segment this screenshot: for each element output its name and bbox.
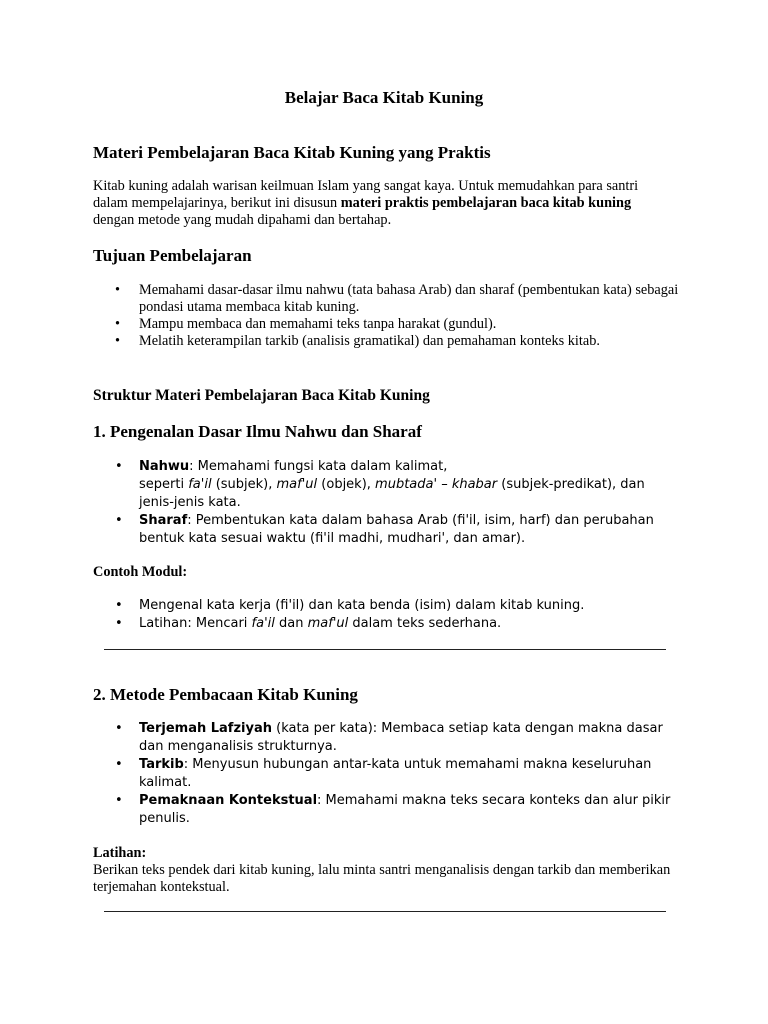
list-item — [93, 615, 683, 633]
intro-text-2: dengan metode yang mudah dipahami dan bertahap. — [93, 212, 392, 228]
sharaf-text: : Pembentukan kata dalam bahasa Arab (fi'il, isim, harf) dan perubahan bentuk kata sesuai waktu (fi'il madhi, mudhari', dan amar). — [139, 513, 654, 546]
tujuan-list — [93, 282, 683, 350]
method-text: : Menyusun hubungan antar-kata untuk memahami makna keseluruhan kalimat. — [139, 757, 652, 790]
method-term: Tarkib — [139, 757, 184, 772]
bullet-icon: • — [115, 721, 123, 736]
main-heading: Materi Pembelajaran Baca Kitab Kuning yang Praktis — [93, 143, 491, 162]
nahwu-text: : Memahami fungsi kata dalam kalimat, — [189, 459, 448, 474]
list-item — [93, 597, 683, 615]
list-item-text: Memahami dasar-dasar ilmu nahwu (tata bahasa Arab) dan sharaf (pembentukan kata) sebagai pondasi utama membaca kitab kuning. — [139, 282, 679, 315]
list-item-text: dan — [274, 616, 308, 631]
bullet-icon: • — [115, 282, 121, 298]
bullet-icon: • — [115, 513, 123, 528]
bullet-icon: • — [115, 616, 123, 631]
term-maful: maf'ul — [307, 616, 349, 631]
list-item — [93, 333, 683, 350]
list-item — [93, 792, 683, 828]
sharaf-term: Sharaf — [139, 513, 188, 528]
intro-text-1: Kitab kuning adalah warisan keilmuan Islam yang sangat kaya. Untuk memudahkan para santri dalam mempelajarinya, berikut ini disusun — [93, 178, 639, 211]
bullet-icon: • — [115, 598, 123, 613]
latihan-text: Berikan teks pendek dari kitab kuning, lalu minta santri menganalisis dengan tarkib dan memberikan terjemahan kontekstual. — [93, 862, 671, 895]
list-item — [93, 720, 683, 756]
term-maful: maf'ul — [276, 477, 318, 492]
contoh-modul-heading: Contoh Modul: — [93, 564, 188, 580]
nahwu-text: (subjek), — [211, 477, 277, 492]
nahwu-text: seperti — [139, 477, 189, 492]
intro-paragraph — [93, 178, 673, 229]
list-item-nahwu — [93, 458, 683, 512]
bullet-icon: • — [115, 333, 121, 349]
method-text: : Memahami makna teks secara konteks dan alur pikir penulis. — [139, 793, 671, 826]
list-item — [93, 316, 683, 333]
contoh-modul-list — [93, 597, 683, 633]
term-fail: fa'il — [251, 616, 275, 631]
list-item-text: Mengenal kata kerja (fi'il) dan kata benda (isim) dalam kitab kuning. — [139, 598, 585, 613]
intro-bold-text: materi praktis pembelajaran baca kitab kuning — [340, 195, 632, 211]
list-item — [93, 282, 683, 316]
metode-list — [93, 720, 683, 828]
method-term: Terjemah Lafziyah — [139, 721, 272, 736]
method-text: (kata per kata): Membaca setiap kata dengan makna dasar dan menganalisis strukturnya. — [139, 721, 663, 754]
term-fail: fa'il — [188, 477, 212, 492]
tujuan-heading: Tujuan Pembelajaran — [93, 246, 252, 265]
nahwu-text: (subjek-predikat), dan jenis-jenis kata. — [139, 477, 645, 510]
list-item-sharaf — [93, 512, 683, 548]
nahwu-term: Nahwu — [139, 459, 190, 474]
nahwu-text: (objek), — [317, 477, 376, 492]
list-item-text: Mampu membaca dan memahami teks tanpa harakat (gundul). — [139, 316, 497, 332]
list-item-text: Latihan: Mencari — [139, 616, 252, 631]
bullet-icon: • — [115, 459, 123, 474]
nahwu-sharaf-list — [93, 458, 683, 548]
term-mubtada-khabar: mubtada' – khabar — [375, 477, 498, 492]
bullet-icon: • — [115, 316, 121, 332]
bullet-icon: • — [115, 793, 123, 808]
bagian2-heading: 2. Metode Pembacaan Kitab Kuning — [93, 685, 358, 704]
method-term: Pemaknaan Kontekstual — [139, 793, 318, 808]
document-title: Belajar Baca Kitab Kuning — [284, 88, 484, 107]
list-item — [93, 756, 683, 792]
bagian1-heading: 1. Pengenalan Dasar Ilmu Nahwu dan Sharaf — [93, 422, 422, 441]
struktur-heading: Struktur Materi Pembelajaran Baca Kitab Kuning — [93, 387, 430, 404]
horizontal-divider — [104, 911, 666, 912]
list-item-text: dalam teks sederhana. — [348, 616, 502, 631]
list-item-text: Melatih keterampilan tarkib (analisis gramatikal) dan pemahaman konteks kitab. — [139, 333, 600, 349]
bullet-icon: • — [115, 757, 123, 772]
horizontal-divider — [104, 649, 666, 650]
latihan-heading: Latihan: — [93, 845, 147, 861]
